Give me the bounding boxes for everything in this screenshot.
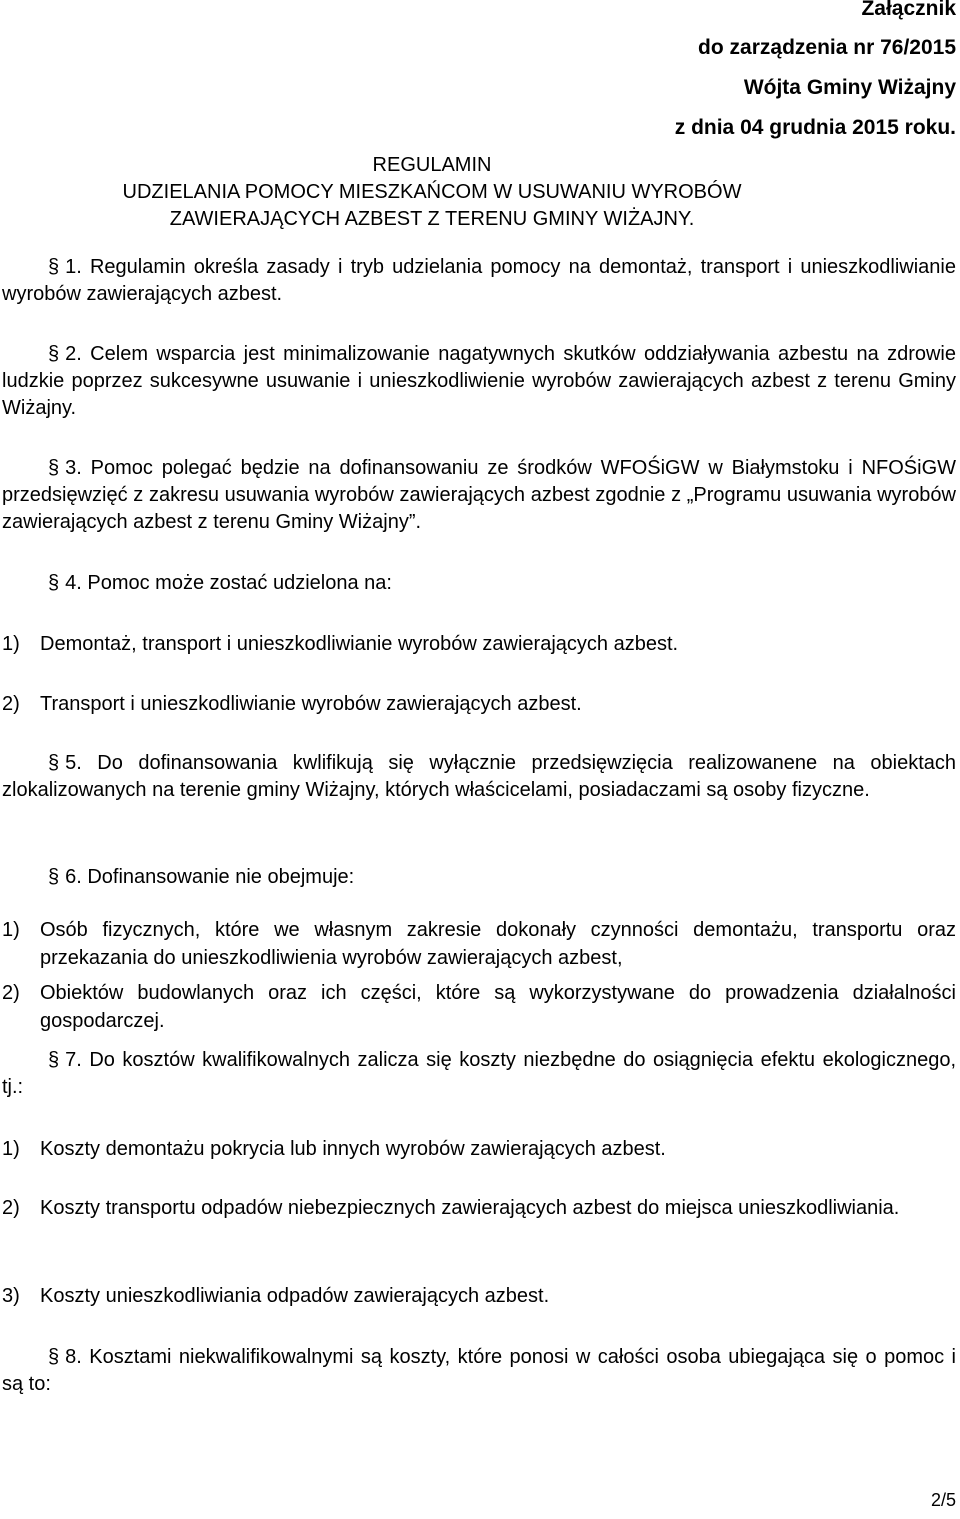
section-symbol: § (48, 457, 60, 479)
paragraph-2 (2, 341, 956, 422)
list-item (2, 1194, 956, 1222)
paragraph-7-text: 7. Do kosztów kwalifikowalnych zalicza się koszty niezbędne do osiągnięcia efektu ekologicznego, tj.: (2, 1049, 956, 1098)
list-item-text: Koszty transportu odpadów niebezpiecznych zawierających azbest do miejsca unieszkodliwiania. (40, 1197, 900, 1219)
section-symbol: § (48, 866, 60, 888)
paragraph-1-text: 1. Regulamin określa zasady i tryb udzielania pomocy na demontaż, transport i unieszkodliwianie wyrobów zawierających azbest. (2, 256, 956, 305)
document-title (2, 152, 862, 233)
list-item-text: Demontaż, transport i unieszkodliwianie wyrobów zawierających azbest. (40, 633, 679, 655)
paragraph-7 (2, 1047, 956, 1101)
title-line-3: ZAWIERAJĄCYCH AZBEST Z TERENU GMINY WIŻAJNY. (169, 208, 695, 230)
section-symbol: § (48, 572, 60, 594)
title-line-2: UDZIELANIA POMOCY MIESZKAŃCOM W USUWANIU WYROBÓW (122, 181, 742, 203)
list-item-number: 2) (2, 1197, 20, 1219)
paragraph-8 (2, 1344, 956, 1398)
section-symbol: § (48, 256, 60, 278)
header-line-2: do zarządzenia nr 76/2015 (698, 36, 956, 59)
list-item (2, 630, 956, 658)
list-item (2, 1135, 956, 1163)
page-number: 2/5 (930, 1490, 956, 1510)
list-item-number: 2) (2, 693, 20, 715)
paragraph-4 (2, 570, 956, 597)
list-item-text: Koszty unieszkodliwiania odpadów zawierających azbest. (40, 1285, 550, 1307)
header-line-4: z dnia 04 grudnia 2015 roku. (674, 116, 956, 139)
list-item-number: 1) (2, 919, 20, 941)
title-line-1: REGULAMIN (372, 154, 492, 176)
list-item-number: 1) (2, 1138, 20, 1160)
list-item-text: Obiektów budowlanych oraz ich części, które są wykorzystywane do prowadzenia działalności gospodarczej. (40, 982, 956, 1032)
paragraph-5-text: 5. Do dofinansowania kwlifikują się wyłącznie przedsięwzięcia realizowanene na obiektach zlokalizowanych na terenie gminy Wiżajny, których właścicelami, posiadaczami są osoby fizyczne. (2, 752, 956, 801)
section-symbol: § (48, 1346, 60, 1368)
paragraph-3 (2, 455, 956, 536)
paragraph-8-text: 8. Kosztami niekwalifikowalnymi są koszty, które ponosi w całości osoba ubiegająca się o pomoc i są to: (2, 1346, 956, 1395)
paragraph-1 (2, 254, 956, 308)
section-symbol: § (48, 1049, 60, 1071)
paragraph-2-text: 2. Celem wsparcia jest minimalizowanie nagatywnych skutków oddziaływania azbestu na zdrowie ludzkie poprzez sukcesywne usuwanie i unieszkodliwienie wyrobów zawierających azbest z terenu Gminy Wiżajny. (2, 343, 956, 419)
paragraph-3-text: 3. Pomoc polegać będzie na dofinansowaniu ze środków WFOŚiGW w Białymstoku i NFOŚiGW przedsięwzięć z zakresu usuwania wyrobów zawierających azbest zgodnie z „Programu usuwania wyrobów zawierających azbest z terenu Gminy Wiżajny”. (2, 457, 956, 533)
list-item (2, 1282, 956, 1310)
paragraph-6-text: 6. Dofinansowanie nie obejmuje: (65, 866, 355, 888)
header-line-1: Załącznik (861, 0, 956, 20)
list-item (2, 979, 956, 1035)
paragraph-4-text: 4. Pomoc może zostać udzielona na: (65, 572, 392, 594)
list-item-text: Koszty demontażu pokrycia lub innych wyrobów zawierających azbest. (40, 1138, 666, 1160)
list-item (2, 690, 956, 718)
header-line-3: Wójta Gminy Wiżajny (743, 76, 956, 99)
section-symbol: § (48, 343, 60, 365)
paragraph-5 (2, 750, 956, 804)
list-item-text: Transport i unieszkodliwianie wyrobów zawierających azbest. (40, 693, 582, 715)
list-item-number: 2) (2, 982, 20, 1004)
list-item-text: Osób fizycznych, które we własnym zakresie dokonały czynności demontażu, transportu oraz przekazania do unieszkodliwienia wyrobów zawierających azbest, (40, 919, 956, 969)
list-item-number: 3) (2, 1285, 20, 1307)
list-item-number: 1) (2, 633, 20, 655)
paragraph-6 (2, 864, 956, 891)
section-symbol: § (48, 752, 60, 774)
list-item (2, 916, 956, 972)
